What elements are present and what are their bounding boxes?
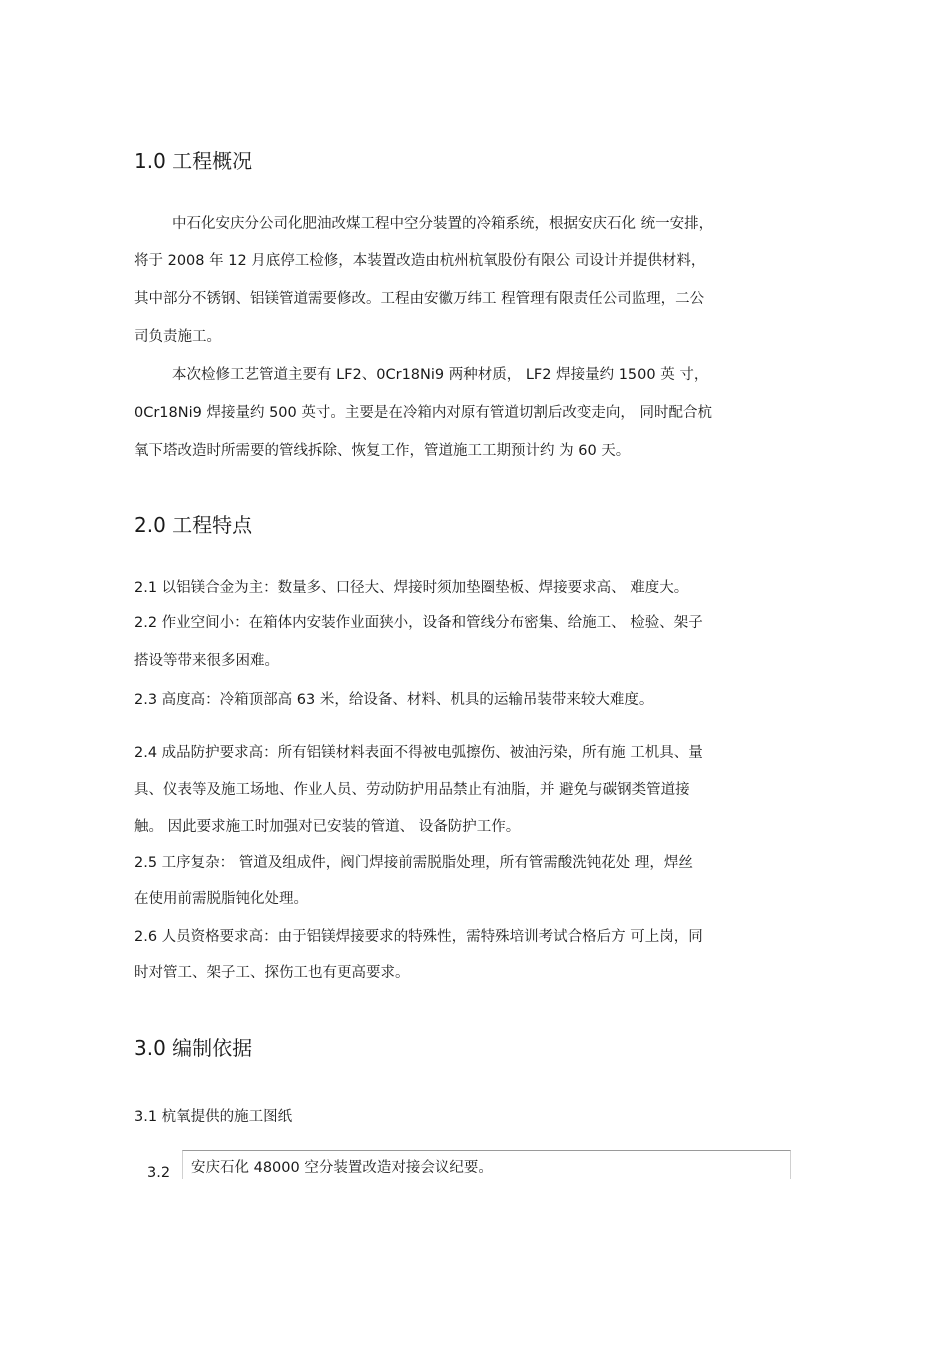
list-item-continuation: 触。 因此要求施工时加强对已安装的管道、 设备防护工作。 bbox=[134, 819, 521, 835]
section-2-heading: 2.0 工程特点 bbox=[134, 513, 253, 537]
list-item: 2.6 人员资格要求高：由于铝镁焊接要求的特殊性，需特殊培训考试合格后方 可上岗，同 bbox=[134, 929, 703, 945]
list-item: 2.3 高度高：冷箱顶部高 63 米，给设备、材料、机具的运输吊装带来较大难度。 bbox=[134, 692, 654, 708]
list-item-continuation: 在使用前需脱脂钝化处理。 bbox=[134, 891, 308, 907]
list-item-continuation: 具、仪表等及施工场地、作业人员、劳动防护用品禁止有油脂，并 避免与碳钢类管道接 bbox=[134, 782, 690, 798]
list-item-continuation: 时对管工、架子工、探伤工也有更高要求。 bbox=[134, 965, 410, 981]
list-item: 2.2 作业空间小：在箱体内安装作业面狭小，设备和管线分布密集、给施工、 检验、架子 bbox=[134, 615, 703, 631]
paragraph-line: 将于 2008 年 12 月底停工检修，本装置改造由杭州杭氧股份有限公 司设计并提供材料， bbox=[134, 253, 706, 269]
paragraph-line: 氧下塔改造时所需要的管线拆除、恢复工作，管道施工工期预计约 为 60 天。 bbox=[134, 443, 631, 459]
paragraph-line: 中石化安庆分公司化肥油改煤工程中空分装置的冷箱系统，根据安庆石化 统一安排， bbox=[172, 216, 714, 232]
paragraph-line: 司负责施工。 bbox=[134, 329, 221, 345]
list-item: 2.4 成品防护要求高：所有铝镁材料表面不得被电弧擦伤、被油污染，所有施 工机具、量 bbox=[134, 745, 703, 761]
section-1-heading: 1.0 工程概况 bbox=[134, 149, 253, 173]
list-item-continuation: 搭设等带来很多困难。 bbox=[134, 653, 279, 669]
list-item: 2.1 以铝镁合金为主：数量多、口径大、焊接时须加垫圈垫板、焊接要求高、 难度大。 bbox=[134, 580, 689, 596]
table-cell-text: 安庆石化 48000 空分装置改造对接会议纪要。 bbox=[191, 1160, 493, 1176]
paragraph-line: 0Cr18Ni9 焊接量约 500 英寸。主要是在冷箱内对原有管道切割后改变走向， 同时配合杭 bbox=[134, 405, 712, 421]
paragraph-line: 本次检修工艺管道主要有 LF2、0Cr18Ni9 两种材质， LF2 焊接量约 1500 英 寸， bbox=[172, 367, 709, 383]
paragraph-line: 其中部分不锈钢、铝镁管道需要修改。工程由安徽万纬工 程管理有限责任公司监理，二公 bbox=[134, 291, 705, 307]
table-cell bbox=[182, 1150, 791, 1179]
section-3-heading: 3.0 编制依据 bbox=[134, 1036, 253, 1060]
list-item: 3.1 杭氧提供的施工图纸 bbox=[134, 1109, 293, 1125]
list-item: 2.5 工序复杂： 管道及组成件，阀门焊接前需脱脂处理，所有管需酸洗钝花处 理，焊丝 bbox=[134, 855, 693, 871]
list-item-number: 3.2 bbox=[147, 1165, 171, 1181]
